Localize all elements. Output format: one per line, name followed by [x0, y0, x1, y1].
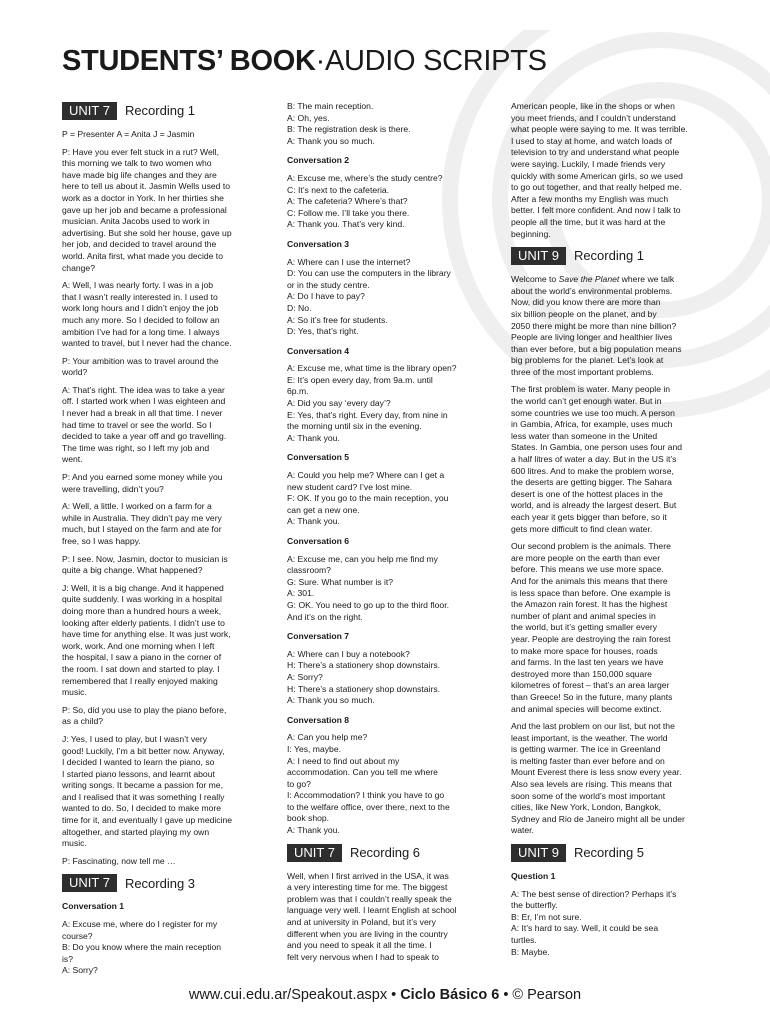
section-header-unit9-rec5 — [511, 843, 699, 863]
script-paragraph — [511, 384, 699, 535]
script-line: A: Do I have to pay? — [287, 291, 365, 302]
section-header-unit7-rec3 — [62, 873, 250, 893]
script-line: here to tell us about it. Jasmin Wells used to — [62, 181, 230, 192]
script-paragraph — [511, 721, 699, 837]
column-right — [511, 101, 699, 964]
script-line: language very well. I learnt English at school — [287, 905, 457, 916]
script-paragraph — [287, 470, 475, 528]
conversation-heading: Conversation 1 — [62, 901, 125, 912]
script-line: have made big life changes and they are — [62, 169, 217, 180]
script-line: A: 301. — [287, 588, 315, 599]
script-line: A: Excuse me, can you help me find my — [287, 553, 438, 564]
script-paragraph — [511, 541, 699, 715]
conversation-heading: Conversation 7 — [287, 631, 350, 642]
script-line: Also sea levels are rising. This means that — [511, 779, 672, 790]
script-line: beginning. — [511, 228, 551, 239]
script-paragraph — [62, 147, 250, 275]
script-line: I never had a break in all that time. I never — [62, 408, 223, 419]
script-line: this morning we talk to two women who — [62, 158, 212, 169]
script-line: turtles. — [511, 935, 537, 945]
script-line: A: Sorry? — [287, 671, 323, 682]
script-line: A: I need to find out about my — [287, 755, 400, 766]
script-line: A: Well, I was nearly forty. I was in a job — [62, 280, 214, 291]
script-line: is less space than before. One example is — [511, 587, 671, 598]
script-line: Mount Everest there is less snow every year. — [511, 767, 682, 778]
script-paragraph — [287, 363, 475, 444]
script-line: A: Thank you. — [287, 825, 340, 836]
script-paragraph — [62, 356, 250, 379]
script-line: A: Where can I use the internet? — [287, 256, 411, 267]
script-line: the world, but it’s getting smaller every — [511, 622, 658, 633]
script-line: doing more than a hundred hours a week, — [62, 605, 222, 616]
script-line: are more people on the earth than ever — [511, 552, 661, 563]
script-line: music. — [62, 838, 87, 849]
script-line: B: Do you know where the main reception — [62, 942, 222, 953]
script-line: and at university in Poland, but it’s very — [287, 917, 436, 928]
script-line: P: I see. Now, Jasmin, doctor to musician is — [62, 553, 228, 564]
script-line: each year it gets bigger than before, so it — [511, 512, 667, 522]
title-separator: · — [315, 45, 325, 77]
script-line: And the last problem on our list, but not the — [511, 721, 675, 732]
script-line: the Amazon rain forest. It has the highest — [511, 599, 668, 610]
script-line: A: Well, a little. I worked on a farm for a — [62, 501, 212, 512]
script-line: is? — [62, 953, 73, 964]
script-line: H: There’s a stationery shop downstairs. — [287, 683, 441, 694]
script-line: A: Excuse me, what time is the library open? — [287, 363, 457, 374]
script-line: G: OK. You need to go up to the third floor. — [287, 599, 449, 610]
script-paragraph — [62, 856, 250, 868]
script-line: writing songs. It became a passion for me, — [62, 780, 223, 791]
script-line: A: Excuse me, where do I register for my — [62, 919, 218, 930]
script-paragraph — [511, 274, 699, 378]
conversation-heading: Conversation 2 — [287, 155, 350, 166]
script-line: 6p.m. — [287, 386, 309, 397]
script-line: much, but I stayed on the farm and ate for — [62, 524, 222, 535]
script-line: quite suddenly. I was working in a hospital — [62, 594, 222, 605]
footer-course: Ciclo Básico 6 — [400, 987, 500, 1003]
script-line: J: Yes, I used to play, but I wasn’t very — [62, 733, 208, 744]
script-line: P: Have you ever felt stuck in a rut? Well, — [62, 146, 219, 157]
script-line: I: Yes, maybe. — [287, 743, 341, 754]
script-line: A: Can you help me? — [287, 732, 368, 743]
script-line: I started piano lessons, and learnt about — [62, 768, 215, 779]
script-line: much any more. So I decided to follow an — [62, 314, 220, 325]
footer-bullet: • — [391, 987, 397, 1003]
script-line: the hospital, I saw a piano in the corner of — [62, 652, 222, 663]
script-line: wanted to do. So, I decided to make more — [62, 803, 222, 814]
script-line: soon some of the world’s most important — [511, 790, 666, 801]
script-line: Sydney and Rio de Janeiro might all be under — [511, 813, 685, 824]
script-line: B: The registration desk is there. — [287, 124, 411, 135]
script-line: before. This means we use more space. — [511, 564, 664, 575]
script-line: book shop. — [287, 813, 330, 824]
script-line: felt very nervous when I had to speak to — [287, 951, 439, 962]
script-line: advertising. But she sold her house, gave up — [62, 227, 232, 238]
section-header-unit9-rec1 — [511, 246, 699, 266]
script-line: her job, and decided to travel around the — [62, 239, 217, 250]
page-footer — [0, 986, 770, 1004]
script-paragraph — [62, 554, 250, 577]
script-line: world. Anita first, what made you decide to — [62, 250, 223, 261]
script-line: 2050 there might be more than nine billion? — [511, 320, 677, 331]
script-paragraph — [62, 385, 250, 466]
script-line: B: The main reception. — [287, 101, 374, 111]
script-paragraph — [287, 649, 475, 707]
script-line: three of the most important problems. — [511, 366, 654, 377]
script-line: classroom? — [287, 565, 331, 576]
script-line: E: Yes, that’s right. Every day, from nine in — [287, 409, 448, 420]
script-line: is melting faster than ever before and on — [511, 755, 665, 766]
script-paragraph — [62, 280, 250, 350]
script-line: while in Australia. They didn’t pay me very — [62, 512, 222, 523]
script-line: E: It’s open every day, from 9a.m. until — [287, 374, 433, 385]
script-line: H: There’s a stationery shop downstairs. — [287, 660, 441, 671]
question-heading: Question 1 — [511, 871, 556, 882]
speaker-key: P = Presenter A = Anita J = Jasmin — [62, 129, 195, 139]
script-line: A: Did you say ‘every day’? — [287, 398, 391, 409]
script-line: have time for anything else. It was just work, — [62, 629, 231, 640]
script-paragraph — [287, 173, 475, 231]
script-line: P: Fascinating, now tell me … — [62, 855, 176, 866]
script-line: as a child? — [62, 716, 104, 727]
script-line: 600 litres. And to make the problem worse, — [511, 465, 674, 476]
script-line: big problems for the planet. Let’s look at — [511, 355, 664, 366]
unit-badge: UNIT 7 — [62, 874, 117, 892]
script-line: work, work. And one morning when I left — [62, 640, 215, 651]
script-line: to make more space for houses, roads — [511, 645, 658, 656]
script-line: the deserts are getting bigger. The Sahara — [511, 477, 672, 488]
script-line: D: Yes, that’s right. — [287, 326, 359, 337]
script-line: ambition I’ve had for a long time. I always — [62, 326, 220, 337]
script-line: desert is one of the hottest places in the — [511, 488, 663, 499]
script-line: were saying. Luckily, I made friends very — [511, 158, 666, 169]
script-line: the room. I sat down and started to play. I — [62, 663, 220, 674]
unit-badge: UNIT 9 — [511, 247, 566, 265]
recording-title: Recording 1 — [124, 103, 196, 119]
script-line: and I realised that it was something I really — [62, 791, 225, 802]
script-line: P: And you earned some money while you — [62, 472, 223, 483]
conversation-heading: Conversation 8 — [287, 714, 350, 725]
script-line: a very interesting time for me. The biggest — [287, 882, 448, 893]
intro-text: where we talk — [619, 274, 675, 285]
script-line: to go? — [287, 778, 311, 789]
script-paragraph — [287, 257, 475, 338]
script-line: to go out together, and that really helped me. — [511, 182, 682, 193]
script-line: American people, like in the shops or when — [511, 101, 675, 111]
script-line: about the world’s environmental problems. — [511, 285, 673, 296]
script-line: least important, is the weather. The world — [511, 732, 668, 743]
script-line: six billion people on the planet, and by — [511, 308, 657, 319]
script-line: work long hours and I didn’t enjoy the job — [62, 303, 219, 314]
script-line: A: It’s hard to say. Well, it could be sea — [511, 923, 659, 934]
section-header-unit7-rec6 — [287, 843, 475, 863]
script-line: people all the time, but it was hard at the — [511, 216, 666, 227]
script-line: The time was right, so I left my job and — [62, 442, 210, 453]
recording-title: Recording 6 — [349, 844, 421, 860]
script-line: the morning until six in the evening. — [287, 421, 422, 432]
script-line: C: Follow me. I’ll take you there. — [287, 207, 410, 218]
script-line: I decided I wanted to learn the piano, so — [62, 757, 215, 768]
script-line: A: Excuse me, where’s the study centre? — [287, 172, 443, 183]
script-line: world, and is already the largest desert. But — [511, 500, 677, 511]
script-line: television to try and understand what people — [511, 147, 680, 158]
script-paragraph — [62, 501, 250, 547]
script-paragraph — [62, 919, 250, 977]
script-line: P: Your ambition was to travel around the — [62, 355, 219, 366]
script-line: And for the animals this means that there — [511, 575, 668, 586]
title-bold: STUDENTS’ BOOK — [62, 45, 316, 77]
script-line: A: Oh, yes. — [287, 112, 330, 123]
script-line: A: The best sense of direction? Perhaps it’s — [511, 888, 677, 899]
script-line: in Gambia, Africa, for example, uses much — [511, 419, 673, 430]
unit-badge: UNIT 9 — [511, 844, 566, 862]
script-line: A: Sorry? — [62, 965, 98, 976]
script-line: I used to stay at home, and watch loads of — [511, 135, 672, 146]
script-paragraph — [287, 554, 475, 624]
script-line: than Greece! So in the future, many plants — [511, 691, 673, 702]
script-line: different when you are living in the country — [287, 928, 448, 939]
column-left — [62, 101, 250, 983]
script-line: A: So it’s free for students. — [287, 314, 388, 325]
script-line: gets more difficult to find clean water. — [511, 523, 653, 534]
script-line: and farms. In the last ten years we have — [511, 657, 664, 668]
intro-text: Welcome to — [511, 274, 559, 285]
script-line: looking after elderly patients. I didn’t use to — [62, 617, 225, 628]
footer-bullet: • — [503, 987, 509, 1003]
script-line: to the welfare office, over there, next to the — [287, 801, 450, 812]
script-paragraph — [62, 583, 250, 699]
script-line: a half litres of water a day. But in the US it’s — [511, 454, 677, 465]
column-middle — [287, 101, 475, 969]
script-line: J: Well, it is a big change. And it happened — [62, 582, 224, 593]
script-line: I: Accommodation? I think you have to go — [287, 790, 445, 801]
title-regular: AUDIO SCRIPTS — [324, 45, 547, 77]
script-line: And it’s on the right. — [287, 611, 363, 622]
script-line: The first problem is water. Many people in — [511, 384, 671, 395]
unit-badge: UNIT 7 — [287, 844, 342, 862]
script-line — [511, 274, 699, 286]
script-line: were travelling, didn’t you? — [62, 483, 164, 494]
script-line: or in the study centre. — [287, 279, 370, 290]
script-paragraph — [511, 101, 699, 240]
script-line: destroyed more than 150,000 square — [511, 668, 652, 679]
conversation-heading: Conversation 5 — [287, 452, 350, 463]
script-paragraph — [62, 734, 250, 850]
script-line: A: Thank you so much. — [287, 135, 375, 146]
script-line: problem was that I couldn’t really speak the — [287, 893, 452, 904]
script-line: better. I felt more confident. And now I talk to — [511, 205, 681, 216]
script-line: Well, when I first arrived in the USA, it was — [287, 870, 449, 881]
show-title: Save the Planet — [558, 274, 620, 285]
script-line: year. People are destroying the rain forest — [511, 633, 671, 644]
recording-title: Recording 5 — [573, 845, 645, 861]
script-line: free, so I was happy. — [62, 536, 141, 546]
script-line: B: Maybe. — [511, 946, 550, 957]
script-line: course? — [62, 930, 93, 941]
script-line: People are living longer and healthier lives — [511, 332, 673, 343]
script-line: A: Thank you so much. — [287, 695, 375, 706]
script-line: remembered that I really enjoyed making — [62, 675, 218, 686]
script-line: F: OK. If you go to the main reception, you — [287, 493, 449, 504]
script-paragraph — [287, 871, 475, 964]
script-line: States. In Gambia, one person uses four and — [511, 442, 683, 453]
script-line: Now, did you know there are more than — [511, 297, 661, 308]
script-line: the world can’t get enough water. But in — [511, 396, 662, 407]
footer-publisher: © Pearson — [512, 987, 582, 1003]
script-paragraph — [62, 472, 250, 495]
script-line: D: No. — [287, 302, 312, 313]
script-line: some countries we use too much. A person — [511, 407, 675, 418]
script-line: can get a new one. — [287, 504, 360, 515]
script-line: P: So, did you use to play the piano before, — [62, 704, 227, 715]
script-paragraph — [62, 705, 250, 728]
script-line: good! Luckily, I’m a bit better now. Anyway, — [62, 745, 225, 756]
script-line: A: That’s right. The idea was to take a year — [62, 384, 225, 395]
script-line: Our second problem is the animals. There — [511, 541, 671, 552]
script-line: off. I started work when I was eighteen and — [62, 396, 226, 407]
script-line: After a few months my English was much — [511, 193, 669, 204]
script-line: you meet friends, and I couldn’t understand — [511, 112, 676, 123]
script-line: altogether, and started playing my own — [62, 826, 210, 837]
script-paragraph — [511, 889, 699, 959]
script-line: than ever before, but a big population means — [511, 343, 682, 354]
script-line: water. — [511, 825, 534, 836]
script-line: world? — [62, 367, 88, 378]
script-line: A: Thank you. That’s very kind. — [287, 219, 405, 230]
conversation-heading: Conversation 3 — [287, 238, 350, 249]
footer-url[interactable]: www.cui.edu.ar/Speakout.aspx — [188, 987, 388, 1003]
script-line: and you need to speak it all the time. I — [287, 940, 432, 951]
script-line: music. — [62, 687, 87, 698]
script-line: gave up her job and became a professional — [62, 204, 227, 215]
script-line: time for it, and eventually I gave up medicine — [62, 815, 233, 826]
recording-title: Recording 3 — [124, 875, 196, 891]
script-line: accommodation. Can you tell me where — [287, 767, 438, 778]
script-line: musician. Anita Jacobs used to work in — [62, 216, 210, 227]
script-line: quickly with some American girls, so we used — [511, 170, 683, 181]
script-line: went. — [62, 454, 83, 465]
unit-badge: UNIT 7 — [62, 102, 117, 120]
script-line: A: Could you help me? Where can I get a — [287, 470, 445, 481]
script-line: what people were saying to me. It was terrible. — [511, 124, 688, 135]
script-paragraph — [287, 101, 475, 147]
recording-title: Recording 1 — [573, 248, 645, 264]
conversation-heading: Conversation 6 — [287, 536, 350, 546]
script-line: number of plant and animal species in — [511, 610, 656, 621]
script-line: cities, like New York, London, Bangkok, — [511, 802, 661, 813]
script-line: A: Where can I buy a notebook? — [287, 648, 410, 659]
script-line: work as a doctor in York. In her thirties she — [62, 192, 224, 203]
script-line: A: The cafeteria? Where’s that? — [287, 196, 408, 207]
script-line: G: Sure. What number is it? — [287, 576, 394, 587]
script-line: and animal species will become extinct. — [511, 703, 662, 714]
script-line: had time to travel or see the world. So I — [62, 419, 212, 430]
script-paragraph — [287, 732, 475, 836]
script-line: change? — [62, 262, 95, 273]
script-line: decided to take a year off and go travelling. — [62, 431, 227, 442]
script-line: A: Thank you. — [287, 516, 340, 527]
script-line: D: You can use the computers in the library — [287, 268, 451, 279]
script-line: that I wasn’t really interested in. I used to — [62, 291, 218, 302]
script-line: C: It’s next to the cafeteria. — [287, 184, 390, 195]
page-title — [62, 44, 547, 78]
script-line: B: Er, I’m not sure. — [511, 911, 582, 922]
script-line: A: Thank you. — [287, 432, 340, 443]
section-header-unit7-rec1 — [62, 101, 250, 121]
script-line: kilometres of forest – that’s an area larger — [511, 680, 670, 691]
script-line: new student card? I’ve lost mine. — [287, 481, 413, 492]
script-line: is getting warmer. The ice in Greenland — [511, 744, 661, 755]
script-line: quite a big change. What happened? — [62, 565, 203, 576]
conversation-heading: Conversation 4 — [287, 345, 350, 356]
script-line: less water than someone in the United — [511, 430, 658, 441]
script-line: wanted to travel, but I never had the chance. — [62, 338, 232, 349]
script-line: the butterfly. — [511, 900, 558, 911]
